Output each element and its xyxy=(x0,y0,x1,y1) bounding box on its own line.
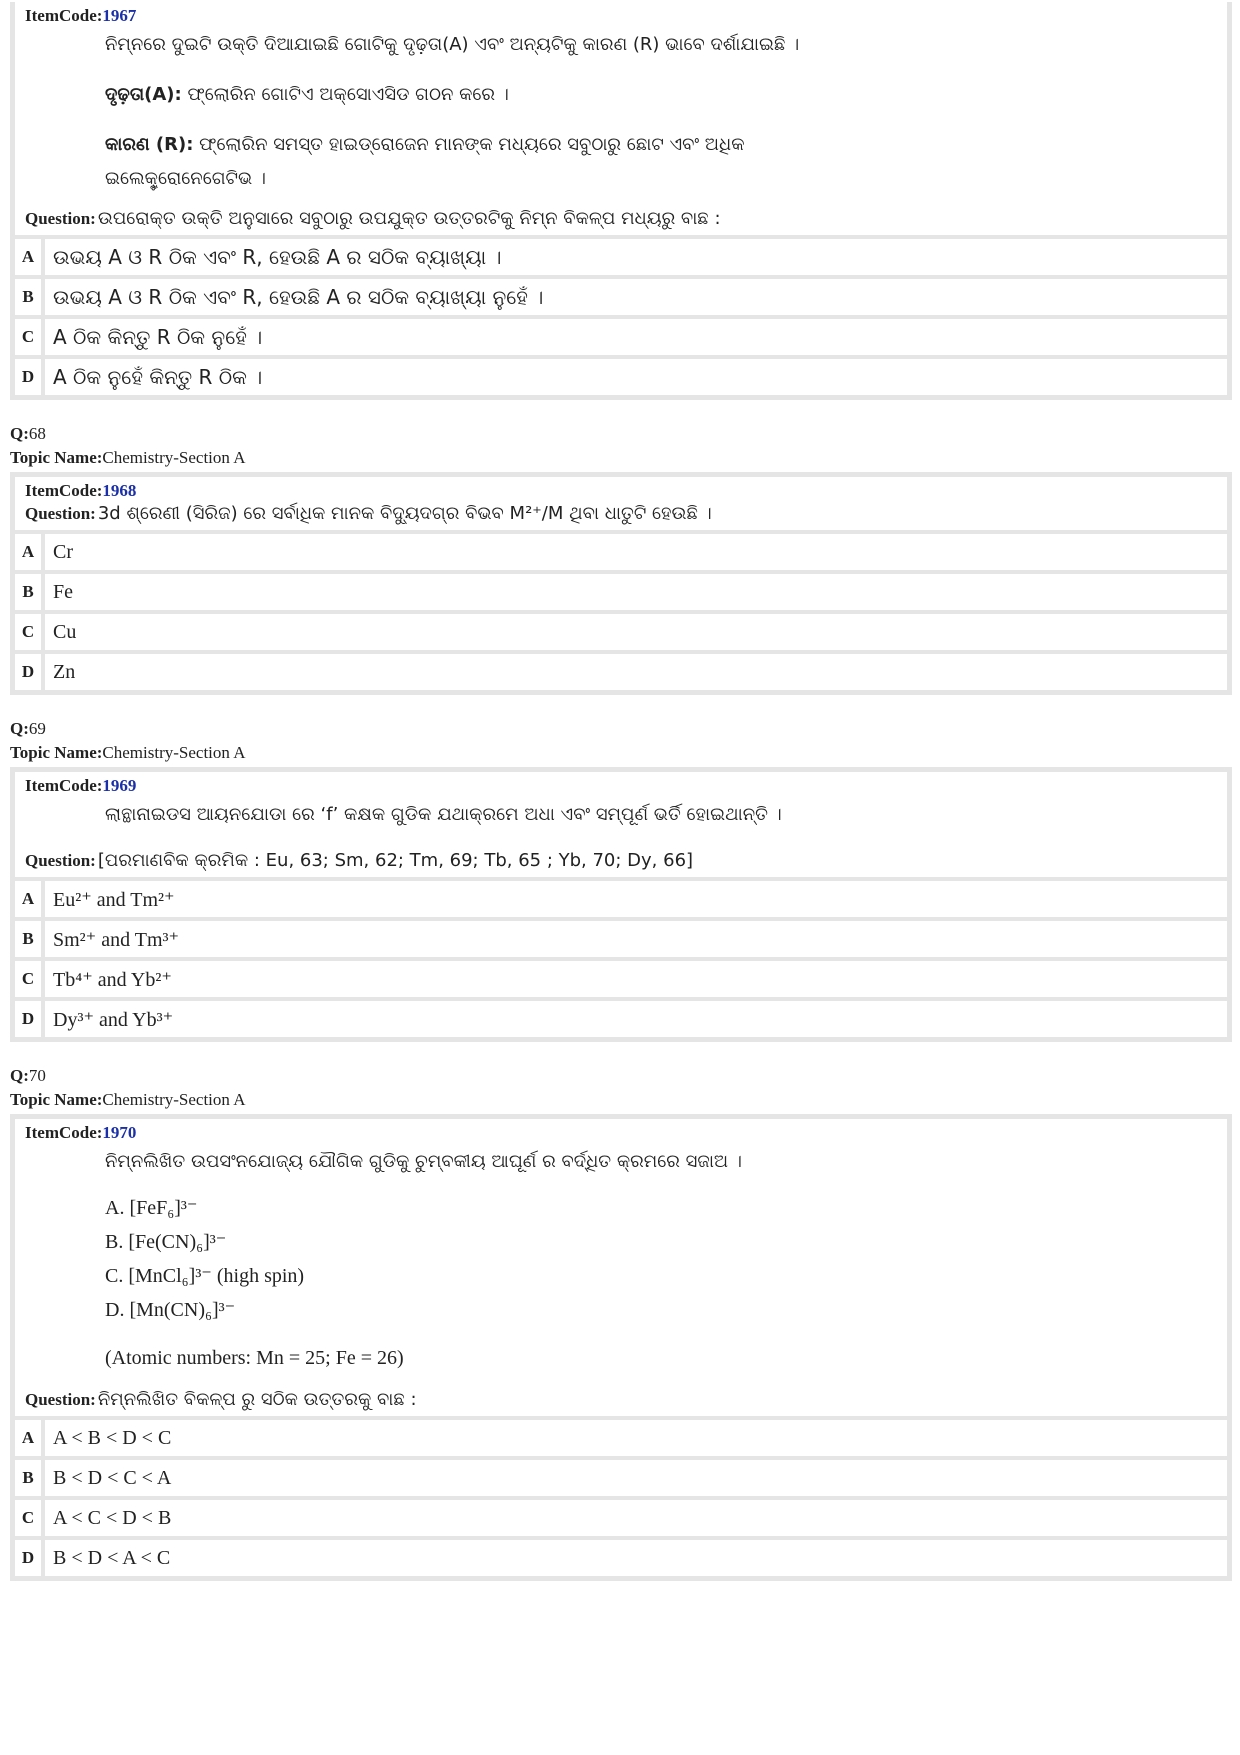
option-a[interactable]: A A < B < D < C xyxy=(15,1416,1227,1456)
option-d[interactable]: D A ଠିକ ନୁହେଁ କିନ୍ତୁ R ଠିକ । xyxy=(15,355,1227,395)
topic-name: Topic Name:Chemistry-Section A xyxy=(10,743,246,762)
topic-name: Topic Name:Chemistry-Section A xyxy=(10,1090,246,1109)
option-a[interactable]: A Cr xyxy=(15,530,1227,570)
option-d[interactable]: D Zn xyxy=(15,650,1227,690)
reason-line2: ଇଲେକ୍ଟ୍ରୋନେଗେଟିଭ । xyxy=(105,168,267,189)
question-number: Q:68 xyxy=(10,424,46,443)
option-c[interactable]: C Tb⁴⁺ and Yb²⁺ xyxy=(15,957,1227,997)
question-70-block xyxy=(10,1114,1232,1581)
question-67-block xyxy=(10,2,1232,400)
stem-text: ନିମ୍ନରେ ଦୁଇଟି ଉକ୍ତି ଦିଆଯାଇଛି ଗୋଟିକୁ ଦୃଢ଼ତା(A) ଏବଂ ଅନ୍ୟଟିକୁ କାରଣ (R) ଭାବେ ଦର୍ଶାଯାଇଛି । xyxy=(105,34,800,55)
question-number: Q:70 xyxy=(10,1066,46,1085)
atomic-numbers-note: (Atomic numbers: Mn = 25; Fe = 26) xyxy=(105,1347,404,1369)
option-c[interactable]: C A ଠିକ କିନ୍ତୁ R ଠିକ ନୁହେଁ । xyxy=(15,315,1227,355)
option-a[interactable]: A ଉଭୟ A ଓ R ଠିକ ଏବଂ R, ହେଉଛି A ର ସଠିକ ବ୍ୟାଖ୍ୟା । xyxy=(15,235,1227,275)
item-code: ItemCode:1969 xyxy=(25,776,137,795)
document-page xyxy=(10,0,1232,1581)
item-code: ItemCode:1968 xyxy=(25,481,137,500)
option-b[interactable]: B Sm²⁺ and Tm³⁺ xyxy=(15,917,1227,957)
question-line: Question: ଉପରୋକ୍ତ ଉକ୍ତି ଅନୁସାରେ ସବୁଠାରୁ ଉପଯୁକ୍ତ ଉତ୍ତରଟିକୁ ନିମ୍ନ ବିକଳ୍ପ ମଧ୍ୟରୁ ବାଛ : xyxy=(25,208,721,229)
question-69-block xyxy=(10,767,1232,1042)
option-b[interactable]: B B < D < C < A xyxy=(15,1456,1227,1496)
assertion: ଦୃଢ଼ତା(A): ଫ୍ଲୋରିନ ଗୋଟିଏ ଅକ୍ସୋଏସିଡ ଗଠନ କରେ । xyxy=(105,84,509,105)
item-code: ItemCode:1967 xyxy=(25,6,137,25)
list-item: C. [MnCl₆]³⁻ (high spin) xyxy=(105,1265,305,1287)
reason: କାରଣ (R): ଫ୍ଲୋରିନ ସମସ୍ତ ହାଇଡ୍ରୋଜେନ ମାନଙ୍କ ମଧ୍ୟରେ ସବୁଠାରୁ ଛୋଟ ଏବଂ ଅଧିକ xyxy=(105,134,745,155)
question-stem xyxy=(25,28,1217,196)
topic-name: Topic Name:Chemistry-Section A xyxy=(10,448,246,467)
option-a[interactable]: A Eu²⁺ and Tm²⁺ xyxy=(15,877,1227,917)
question-68-block xyxy=(10,472,1232,695)
question-number: Q:69 xyxy=(10,719,46,738)
list-item: A. [FeF₆]³⁻ xyxy=(105,1197,198,1219)
option-d[interactable]: D B < D < A < C xyxy=(15,1536,1227,1576)
compound-list xyxy=(25,1191,1217,1375)
list-item: B. [Fe(CN)₆]³⁻ xyxy=(105,1231,227,1253)
option-d[interactable]: D Dy³⁺ and Yb³⁺ xyxy=(15,997,1227,1037)
option-c[interactable]: C Cu xyxy=(15,610,1227,650)
question-line: Question: [ପରମାଣବିକ କ୍ରମିକ : Eu, 63; Sm, 62; Tm, 69; Tb, 65 ; Yb, 70; Dy, 66] xyxy=(25,850,694,871)
item-code: ItemCode:1970 xyxy=(25,1123,137,1142)
option-b[interactable]: B Fe xyxy=(15,570,1227,610)
option-b[interactable]: B ଉଭୟ A ଓ R ଠିକ ଏବଂ R, ହେଉଛି A ର ସଠିକ ବ୍ୟାଖ୍ୟା ନୁହେଁ । xyxy=(15,275,1227,315)
question-stem: ଲାନ୍ଥାନାଇଡସ ଆୟନଯୋଡା ରେ ‘f’ କକ୍ଷକ ଗୁଡିକ ଯଥାକ୍ରମେ ଅଧା ଏବଂ ସମ୍ପୂର୍ଣ ଭର୍ତି ହୋଇଥାନ୍ତି । xyxy=(105,804,782,825)
question-line: Question: 3d ଶ୍ରେଣୀ (ସିରିଜ) ରେ ସର୍ବାଧିକ ମାନକ ବିଦ୍ୟୁଦଗ୍ର ବିଭବ M²⁺/M ଥିବା ଧାତୁଟି ହେଉଛି । xyxy=(25,503,712,524)
list-item: D. [Mn(CN)₆]³⁻ xyxy=(105,1299,236,1321)
question-line: Question: ନିମ୍ନଲିଖିତ ବିକଳ୍ପ ରୁ ସଠିକ ଉତ୍ତରକୁ ବାଛ : xyxy=(25,1389,417,1410)
question-stem: ନିମ୍ନଲିଖିତ ଉପସଂନଯୋଜ୍ୟ ଯୌଗିକ ଗୁଡିକୁ ଚୁମ୍ବକୀୟ ଆଘୂର୍ଣ ର ବର୍ଦ୍ଧିତ କ୍ରମରେ ସଜାଅ । xyxy=(105,1151,742,1172)
option-c[interactable]: C A < C < D < B xyxy=(15,1496,1227,1536)
